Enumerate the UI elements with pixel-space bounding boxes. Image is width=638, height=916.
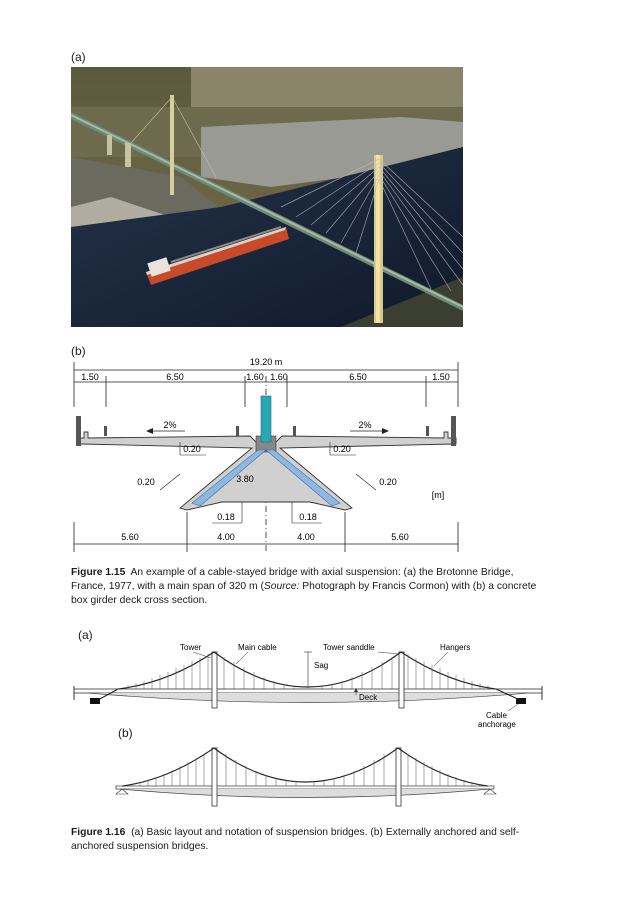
- fig115-panel-b-label: (b): [71, 344, 86, 358]
- bridge-photograph: [71, 67, 463, 327]
- label-hangers: Hangers: [440, 643, 471, 652]
- dim-bottom-2: 4.00: [217, 532, 235, 542]
- fig116-panel-a-label: (a): [78, 628, 93, 642]
- left-tower: [212, 652, 217, 708]
- dim-top-3: 1.60: [246, 372, 264, 382]
- right-tower-b: [396, 748, 401, 806]
- deck-b: [116, 786, 494, 789]
- main-cable-b: [122, 748, 488, 786]
- bottom-left-thick: 0.18: [217, 512, 235, 522]
- left-tower-b: [212, 748, 217, 806]
- dim-top-1: 1.50: [81, 372, 99, 382]
- dim-total-width: 19.20 m: [249, 357, 283, 367]
- caption-text-part1: An example of a cable-stayed bridge with axial suspension: (a) the Brotonne Bridge, France, 1977, with a main span of 320 m (: [71, 567, 514, 592]
- caption-source: Source:: [263, 581, 300, 592]
- figure-1-15-label: Figure 1.15: [71, 567, 126, 578]
- dim-top-6: 1.50: [432, 372, 450, 382]
- figure-1-16-label: Figure 1.16: [71, 827, 126, 838]
- label-tower-saddle: Tower sanddle: [323, 643, 375, 652]
- dim-bottom-1: 5.60: [121, 532, 139, 542]
- thick-right-top: 0.20: [333, 444, 351, 454]
- caption-text-part2: Photograph by Francis Cormon) with (b) a concrete box girder deck cross section.: [71, 581, 537, 606]
- thick-left-top: 0.20: [183, 444, 201, 454]
- bottom-right-thick: 0.18: [299, 512, 317, 522]
- self-anchored-bridge-layout: [108, 740, 498, 810]
- suspension-bridge-layout: [68, 640, 548, 732]
- fig116-panel-b-label: (b): [118, 726, 133, 740]
- dim-top-5: 6.50: [349, 372, 367, 382]
- left-anchorage-block: [90, 698, 100, 704]
- deck: [74, 689, 542, 693]
- figure-1-15-caption: [71, 566, 541, 608]
- depth-label: 3.80: [236, 474, 254, 484]
- label-cable-anchorage-2: anchorage: [478, 720, 516, 729]
- dim-bottom-3: 4.00: [297, 532, 315, 542]
- fig115-panel-a-label: (a): [71, 50, 86, 64]
- dim-top-4: 1.60: [270, 372, 288, 382]
- dim-bottom-4: 5.60: [391, 532, 409, 542]
- label-sag: Sag: [314, 661, 329, 670]
- slope-left: 2%: [163, 420, 177, 430]
- right-tower: [399, 652, 404, 708]
- box-girder-cross-section: [60, 352, 480, 558]
- label-tower: Tower: [180, 643, 202, 652]
- label-deck: Deck: [359, 693, 378, 702]
- label-main-cable: Main cable: [238, 643, 277, 652]
- figure-1-16-caption: [71, 826, 541, 854]
- thick-right-web: 0.20: [379, 477, 397, 487]
- unit-label: [m]: [431, 490, 445, 500]
- dim-top-2: 6.50: [166, 372, 184, 382]
- slope-right: 2%: [358, 420, 372, 430]
- figure-1-16-caption-text: (a) Basic layout and notation of suspension bridges. (b) Externally anchored and self-anchored suspension bridges.: [71, 827, 520, 852]
- label-cable-anchorage-1: Cable: [486, 711, 507, 720]
- thick-left-web: 0.20: [137, 477, 155, 487]
